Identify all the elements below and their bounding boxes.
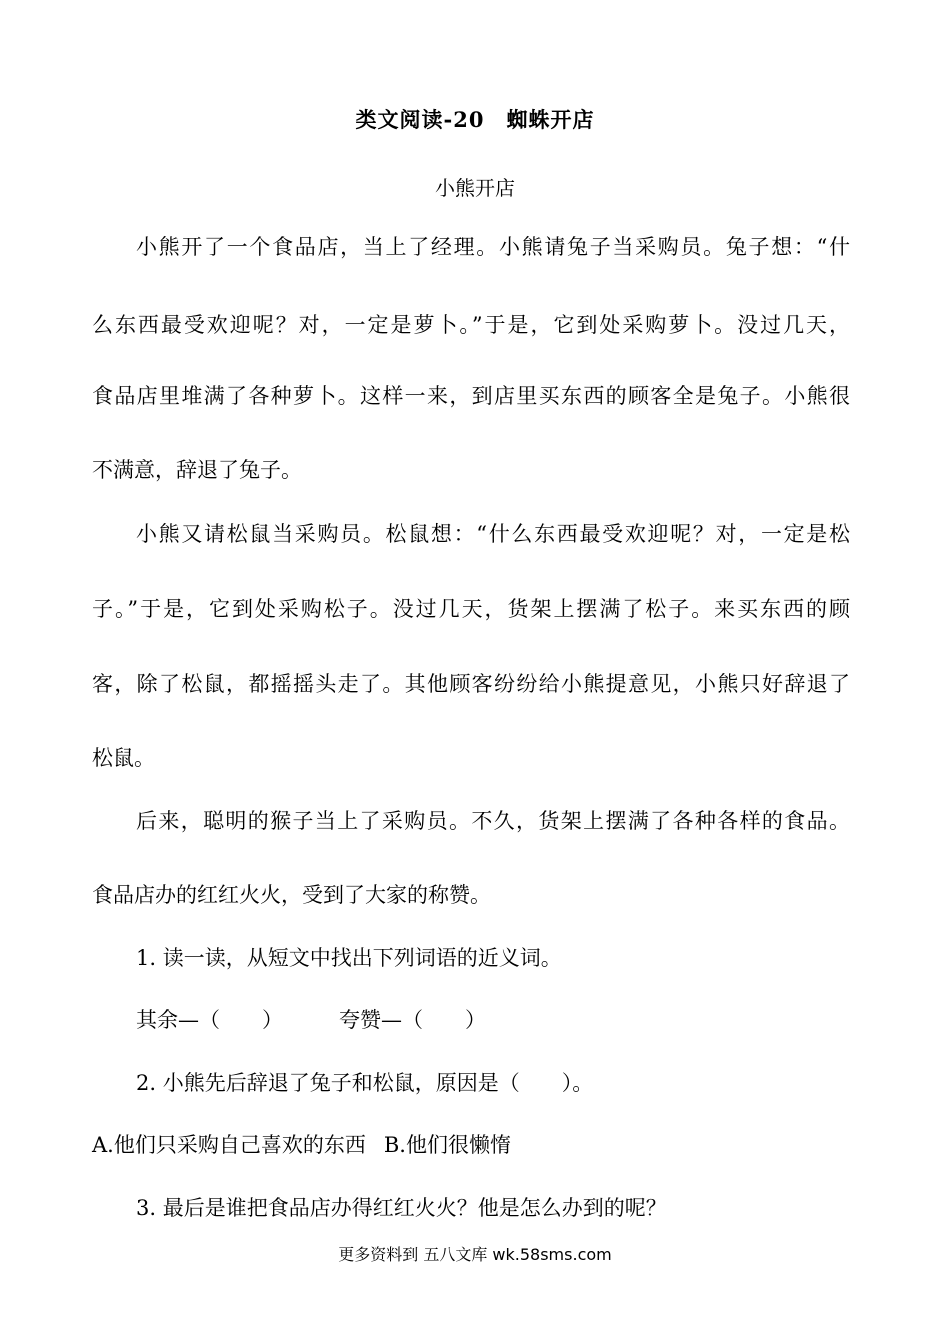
question-3: 3. 最后是谁把食品店办得红红火火？他是怎么办到的呢？	[136, 1196, 667, 1220]
paragraph-1-line-2: 么东西最受欢迎呢？对，一定是萝卜。”于是，它到处采购萝卜。没过几天，	[92, 313, 850, 337]
paragraph-2-line-1: 小熊又请松鼠当采购员。松鼠想：“什么东西最受欢迎呢？对，一定是松	[136, 522, 850, 546]
question-2-option-b: B.他们很懒惰	[383, 1133, 511, 1157]
question-1-item-b: 夸赞—（ ）	[339, 1008, 486, 1032]
question-1-items	[136, 1005, 486, 1035]
paragraph-3-line-2: 食品店办的红红火火，受到了大家的称赞。	[92, 883, 491, 907]
question-1-item-a: 其余—（ ）	[136, 1008, 283, 1032]
footer-watermark: 更多资料到 五八文库 wk.58sms.com	[338, 1245, 612, 1264]
page-title: 类文阅读-20 蜘蛛开店	[355, 107, 595, 132]
paragraph-1-line-4: 不满意，辞退了兔子。	[92, 458, 302, 482]
question-2-option-a: A.他们只采购自己喜欢的东西	[92, 1133, 366, 1157]
question-2: 2. 小熊先后辞退了兔子和松鼠，原因是（ ）。	[136, 1071, 594, 1095]
paragraph-2-line-3: 客，除了松鼠，都摇摇头走了。其他顾客纷纷给小熊提意见，小熊只好辞退了	[92, 672, 850, 696]
question-2-options	[92, 1130, 511, 1160]
paragraph-2-line-4: 松鼠。	[92, 746, 155, 770]
paragraph-1-line-1: 小熊开了一个食品店，当上了经理。小熊请兔子当采购员。兔子想：“什	[136, 235, 850, 259]
paragraph-3-line-1: 后来，聪明的猴子当上了采购员。不久，货架上摆满了各种各样的食品。	[136, 809, 850, 833]
paragraph-1-line-3: 食品店里堆满了各种萝卜。这样一来，到店里买东西的顾客全是兔子。小熊很	[92, 384, 850, 408]
question-1: 1. 读一读，从短文中找出下列词语的近义词。	[136, 946, 562, 970]
story-title: 小熊开店	[435, 176, 515, 200]
paragraph-2-line-2: 子。”于是，它到处采购松子。没过几天，货架上摆满了松子。来买东西的顾	[92, 597, 850, 621]
